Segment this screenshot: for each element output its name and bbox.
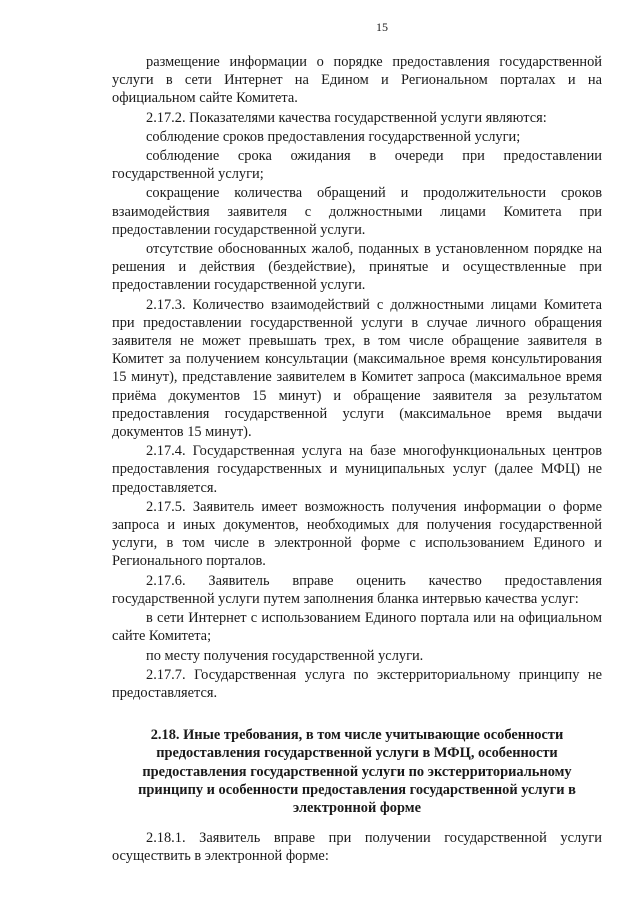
paragraph: соблюдение сроков предоставления государственной услуги; bbox=[146, 128, 521, 145]
paragraph: 2.17.7. Государственная услуга по экстерриториальному принципу не предоставляется. bbox=[112, 666, 602, 701]
paragraph: размещение информации о порядке предоставления государственной услуги в сети Интернет на Едином и Региональном порталах и на официальном сайте Комитета. bbox=[112, 54, 602, 107]
paragraph: соблюдение срока ожидания в очереди при предоставлении государственной услуги; bbox=[112, 148, 602, 183]
paragraph: в сети Интернет с использованием Единого портала или на официальном сайте Комитета; bbox=[112, 610, 602, 645]
paragraph: отсутствие обоснованных жалоб, поданных в установленном порядке на решения и действия (бездействие), принятые и осуществленные при предоставлении государственной услуги. bbox=[112, 241, 602, 294]
section-heading-line: электронной форме bbox=[293, 799, 421, 816]
paragraph: 2.17.4. Государственная услуга на базе многофункциональных центров предоставления государственных и муниципальных услуг (далее МФЦ) не предоставляется. bbox=[112, 443, 602, 496]
paragraph: сокращение количества обращений и продолжительности сроков взаимодействия заявителя с должностными лицами Комитета при предоставлении государственной услуги. bbox=[112, 185, 602, 238]
section-heading-line: предоставления государственной услуги в МФЦ, особенности bbox=[156, 745, 558, 762]
section-heading-line: предоставления государственной услуги по экстерриториальному bbox=[142, 763, 572, 780]
paragraph: 2.17.5. Заявитель имеет возможность получения информации о форме запроса и иных документов, необходимых для получения государственной услуги, в том числе в электронной форме с использованием Единого и Регионального порталов. bbox=[112, 498, 602, 570]
paragraph: 2.17.6. Заявитель вправе оценить качество предоставления государственной услуги путем заполнения бланка интервью качества услуг: bbox=[112, 572, 602, 607]
paragraph: 2.18.1. Заявитель вправе при получении государственной услуги осуществить в электронной форме: bbox=[112, 830, 602, 865]
paragraph: по месту получения государственной услуги. bbox=[146, 647, 424, 664]
body-text-after bbox=[112, 829, 602, 865]
section-heading bbox=[118, 726, 596, 817]
page-number: 15 bbox=[376, 20, 388, 34]
body-text-before bbox=[112, 53, 602, 702]
paragraph: 2.17.3. Количество взаимодействий с должностными лицами Комитета при предоставлении государственной услуги в случае личного обращения заявителя не может превышать трех, в том числе обращение заявителя в Комитет за получением консультации (максимальное время консультирования 15 минут), представление заявителем в Комитет запроса (максимальное время приёма документов 15 минут) и обращение заявителя за результатом предоставления государственной услуги (максимальное время выдачи документов 15 минут). bbox=[112, 296, 602, 441]
section-heading-line: 2.18. Иные требования, в том числе учитывающие особенности bbox=[150, 727, 564, 744]
section-heading-line: принципу и особенности предоставления государственной услуги в bbox=[138, 781, 576, 798]
paragraph: 2.17.2. Показателями качества государственной услуги являются: bbox=[146, 109, 547, 126]
